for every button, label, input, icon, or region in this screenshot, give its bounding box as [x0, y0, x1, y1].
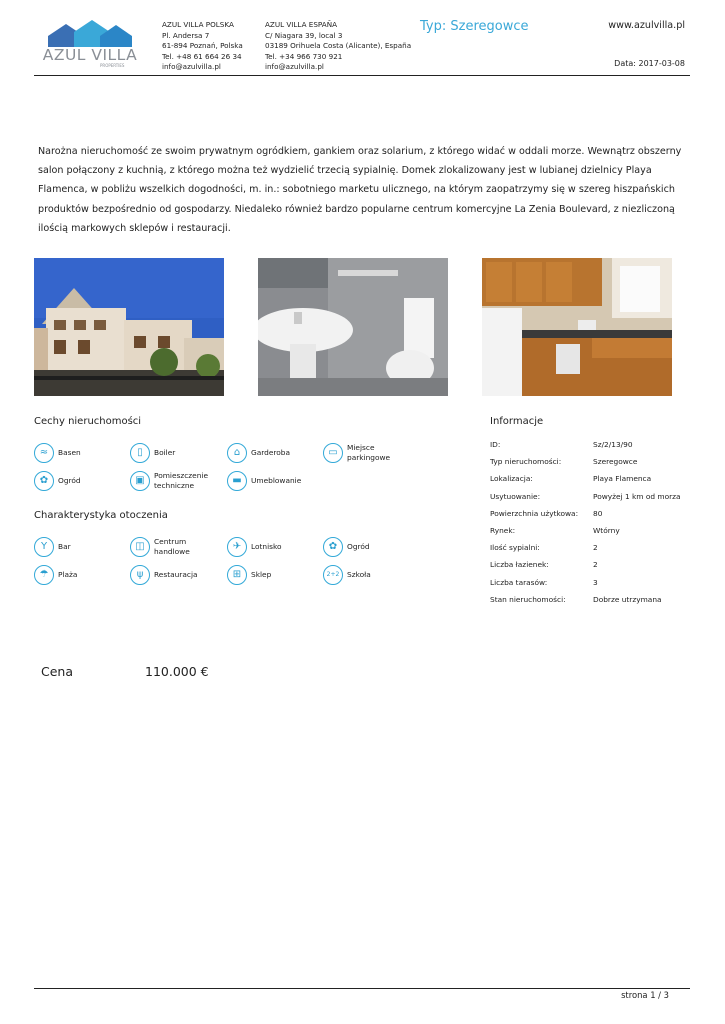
- info-key: Typ nieruchomości:: [490, 457, 562, 467]
- office-poland-city: 61-894 Poznań, Polska: [162, 41, 243, 51]
- info-row: [490, 578, 690, 595]
- info-row: [490, 440, 690, 457]
- feature-item: [227, 565, 323, 591]
- info-row: [490, 543, 690, 560]
- garden-icon: ✿: [34, 471, 54, 491]
- feature-label: Ogród: [347, 541, 370, 551]
- info-row: [490, 509, 690, 526]
- logo: [40, 20, 140, 70]
- info-key: Rynek:: [490, 526, 516, 535]
- feature-item: [227, 471, 323, 497]
- feature-label: Bar: [58, 541, 71, 551]
- footer-divider: [34, 988, 690, 989]
- feature-label: Plaża: [58, 569, 78, 579]
- photo-bathroom[interactable]: [258, 258, 448, 396]
- property-description: Narożna nieruchomość ze swoim prywatnym ogródkiem, gankiem oraz solarium, z którego widać w oddali morze. Wewnątrz obszerny salon połączony z kuchnią, z którego można też wydzielić trzecią sypialnię. Domek zlokalizowany jest w lubianej dzielnicy Playa Flamenca, w pobliżu wszelkich dogodności, m. in.: sobotniego marketu ulicznego, na którym zaopatrzymy się w szereg hiszpańskich produktów bezpośrednio od gospodarzy. Niedaleko również bardzo popularne centrum komercyjne La Zenia Boulevard, z niezliczoną ilością markowych sklepów i restauracji.: [38, 146, 682, 234]
- feature-item: [130, 443, 226, 469]
- photo-exterior[interactable]: [34, 258, 224, 396]
- feature-label: Pomieszczenie techniczne: [154, 470, 209, 490]
- office-spain-street: C/ Niagara 39, local 3: [265, 30, 343, 40]
- office-poland-name: AZUL VILLA POLSKA: [162, 20, 234, 29]
- office-poland-email[interactable]: info@azulvilla.pl: [162, 62, 221, 72]
- pool-icon: ≈: [34, 443, 54, 463]
- website-link[interactable]: www.azulvilla.pl: [608, 20, 685, 31]
- feature-item: [34, 565, 130, 591]
- document-date: Data: 2017-03-08: [614, 59, 685, 68]
- office-spain-phone: Tel. +34 966 730 921: [265, 51, 343, 61]
- feature-label: Miejsce parkingowe: [347, 442, 391, 462]
- info-key: Lokalizacja:: [490, 474, 533, 484]
- garden-icon: ✿: [323, 537, 343, 557]
- cocktail-icon: Y: [34, 537, 54, 557]
- logo-houses-icon: [40, 20, 140, 48]
- office-spain-city: 03189 Orihuela Costa (Alicante), España: [265, 41, 412, 51]
- feature-item: [227, 537, 323, 563]
- info-title: Informacje: [490, 416, 544, 427]
- info-key: Liczba tarasów:: [490, 577, 548, 587]
- office-spain: [265, 20, 411, 73]
- info-row: [490, 457, 690, 474]
- info-value: Wtórny: [593, 526, 620, 535]
- feature-label: Basen: [58, 447, 81, 457]
- header-divider: [34, 75, 690, 76]
- page-number: strona 1 / 3: [621, 990, 669, 1000]
- info-row: [490, 560, 690, 577]
- feature-item: [34, 537, 130, 563]
- feature-item: [227, 443, 323, 469]
- info-key: Usytuowanie:: [490, 491, 541, 501]
- info-value: 2: [593, 543, 598, 553]
- info-value: Dobrze utrzymana: [593, 594, 662, 604]
- feature-label: Boiler: [154, 447, 176, 457]
- info-value: Szeregowce: [593, 457, 638, 467]
- info-value: 80: [593, 508, 603, 518]
- feature-item: [323, 443, 419, 469]
- car-icon: ▭: [323, 443, 343, 463]
- price-value: 110.000 €: [145, 664, 209, 679]
- feature-item: [130, 537, 226, 563]
- feature-item: [130, 565, 226, 591]
- info-value: Powyżej 1 km od morza: [593, 491, 681, 501]
- feature-label: Centrum handlowe: [154, 536, 190, 556]
- technical-room-icon: ▣: [130, 471, 150, 491]
- feature-label: Szkoła: [347, 569, 371, 579]
- beach-icon: ☂: [34, 565, 54, 585]
- boiler-icon: ▯: [130, 443, 150, 463]
- logo-subtext: PROPERTIES: [100, 63, 125, 68]
- cart-icon: ⊞: [227, 565, 247, 585]
- feature-item: [34, 471, 130, 497]
- feature-label: Restauracja: [154, 569, 198, 579]
- sofa-icon: ▬: [227, 471, 247, 491]
- surroundings-title: Charakterystyka otoczenia: [34, 510, 168, 521]
- info-value: 2: [593, 560, 598, 570]
- info-row: [490, 526, 690, 543]
- office-poland: [162, 20, 243, 73]
- feature-item: [34, 443, 130, 469]
- price-label: Cena: [41, 664, 74, 679]
- school-icon: 2+2: [323, 565, 343, 585]
- airplane-icon: ✈: [227, 537, 247, 557]
- features-title: Cechy nieruchomości: [34, 416, 142, 427]
- shopping-bag-icon: ◫: [130, 537, 150, 557]
- info-key: Stan nieruchomości:: [490, 594, 566, 604]
- logo-text: AZUL VILLA: [42, 46, 138, 64]
- info-key: Liczba łazienek:: [490, 560, 549, 570]
- feature-label: Lotnisko: [251, 541, 282, 551]
- feature-item: [323, 537, 419, 563]
- feature-label: Sklep: [251, 569, 272, 579]
- info-key: ID:: [490, 440, 501, 449]
- photo-kitchen[interactable]: [482, 258, 672, 396]
- info-row: [490, 595, 690, 612]
- feature-item: [130, 471, 226, 497]
- feature-label: Umeblowanie: [251, 475, 302, 485]
- info-key: Powierzchnia użytkowa:: [490, 508, 579, 518]
- info-value: Sz/2/13/90: [593, 440, 633, 449]
- office-poland-street: Pl. Andersa 7: [162, 30, 210, 40]
- office-poland-phone: Tel. +48 61 664 26 34: [162, 51, 242, 61]
- feature-item: [323, 565, 419, 591]
- hanger-icon: ⌂: [227, 443, 247, 463]
- info-key: Ilość sypialni:: [490, 543, 540, 553]
- info-value: Playa Flamenca: [593, 474, 652, 484]
- property-type: Typ: Szeregowce: [420, 19, 529, 34]
- cutlery-icon: ψ: [130, 565, 150, 585]
- info-value: 3: [593, 577, 598, 587]
- office-spain-email[interactable]: info@azulvilla.pl: [265, 62, 324, 72]
- info-row: [490, 474, 690, 491]
- feature-label: Garderoba: [251, 447, 291, 457]
- feature-label: Ogród: [58, 475, 81, 485]
- info-row: [490, 492, 690, 509]
- office-spain-name: AZUL VILLA ESPAÑA: [265, 20, 337, 29]
